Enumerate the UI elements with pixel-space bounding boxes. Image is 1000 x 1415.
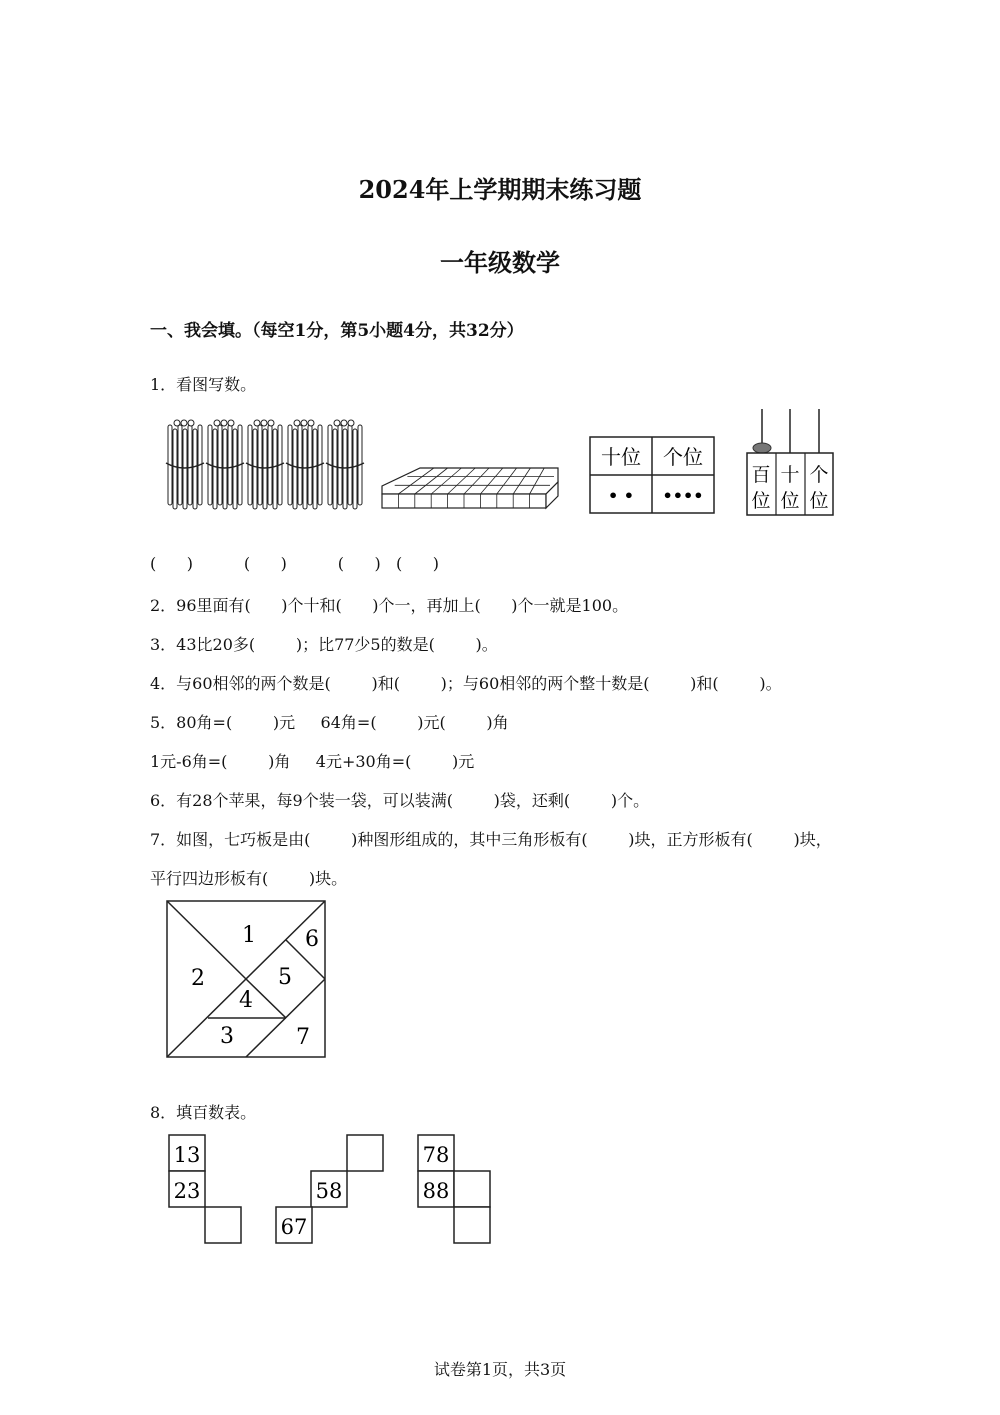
cell-g2-mid: 58 bbox=[315, 1179, 343, 1203]
tangram-label-6: 6 bbox=[305, 927, 319, 952]
stick-top bbox=[268, 420, 274, 426]
question-5-line1: 5．80角=( )元 64角=( )元( )角 bbox=[150, 713, 509, 732]
stick-top bbox=[221, 420, 227, 426]
stick bbox=[303, 429, 307, 509]
stick-bundle bbox=[206, 420, 244, 509]
question-3: 3．43比20多( )；比77少5的数是( )。 bbox=[150, 635, 498, 654]
stick-bundle bbox=[326, 420, 364, 509]
question-1: 1．看图写数。 bbox=[150, 375, 257, 394]
cell-g3-top: 78 bbox=[422, 1143, 450, 1167]
stick-top bbox=[254, 420, 260, 426]
question-7-line2: 平行四边形板有( )块。 bbox=[150, 869, 348, 888]
stick bbox=[268, 425, 272, 505]
stick bbox=[228, 425, 232, 505]
question-2: 2．96里面有( )个十和( )个一，再加上( )个一就是100。 bbox=[150, 596, 629, 615]
stick bbox=[348, 425, 352, 505]
abacus-tens-char1: 十 bbox=[780, 464, 800, 486]
stick-bundles-figure bbox=[162, 415, 374, 515]
abacus-ones-char1: 个 bbox=[809, 464, 829, 486]
page-title: 2024年上学期期末练习题 bbox=[358, 175, 642, 204]
stick-top bbox=[334, 420, 340, 426]
stick bbox=[293, 429, 297, 509]
stick-top bbox=[348, 420, 354, 426]
stick-top bbox=[308, 420, 314, 426]
tangram-label-5: 5 bbox=[278, 965, 292, 990]
stick-top bbox=[174, 420, 180, 426]
tangram-label-1: 1 bbox=[242, 923, 256, 948]
tangram-label-4: 4 bbox=[239, 988, 253, 1013]
cell-g1-mid: 23 bbox=[173, 1179, 201, 1203]
abacus-bead bbox=[753, 443, 771, 453]
question-8: 8．填百数表。 bbox=[150, 1103, 257, 1122]
abacus-hundreds-char1: 百 bbox=[751, 464, 771, 486]
cell-g2-bottom: 67 bbox=[280, 1215, 308, 1239]
cell-g3-mid: 88 bbox=[422, 1179, 450, 1203]
abacus-hundreds-char2: 位 bbox=[751, 490, 771, 512]
stick bbox=[183, 429, 187, 509]
abacus-tens-char2: 位 bbox=[780, 490, 800, 512]
tangram-label-3: 3 bbox=[220, 1024, 234, 1049]
stick bbox=[233, 429, 237, 509]
stick bbox=[213, 429, 217, 509]
stick bbox=[188, 425, 192, 505]
stick bbox=[218, 425, 222, 505]
question-5-line2: 1元-6角=( )角 4元+30角=( )元 bbox=[150, 752, 475, 771]
stick bbox=[343, 429, 347, 509]
ones-label: 个位 bbox=[663, 445, 703, 469]
stick bbox=[333, 429, 337, 509]
stick-top bbox=[294, 420, 300, 426]
section-heading: 一、我会填。（每空1分，第5小题4分，共32分） bbox=[150, 321, 524, 341]
stick-top bbox=[228, 420, 234, 426]
ones-beads: •••• bbox=[662, 486, 704, 505]
question-1-answers: ( ) ( ) ( ) ( ) bbox=[150, 554, 439, 573]
cell-g1-top: 13 bbox=[173, 1143, 201, 1167]
tangram-label-2: 2 bbox=[191, 966, 205, 991]
stick bbox=[253, 429, 257, 509]
stick bbox=[298, 425, 302, 505]
stick bbox=[353, 429, 357, 509]
stick bbox=[223, 429, 227, 509]
question-6: 6．有28个苹果，每9个装一袋，可以装满( )袋，还剩( )个。 bbox=[150, 791, 650, 810]
stick bbox=[313, 429, 317, 509]
stick-top bbox=[261, 420, 267, 426]
stick bbox=[178, 425, 182, 505]
stick bbox=[263, 429, 267, 509]
stick-top bbox=[214, 420, 220, 426]
hundred-flat-figure bbox=[378, 460, 563, 512]
question-7-line1: 7．如图，七巧板是由( )种图形组成的，其中三角形板有( )块，正方形板有( )块， bbox=[150, 830, 832, 849]
tangram-label-7: 7 bbox=[296, 1025, 310, 1050]
tangram-figure bbox=[164, 898, 330, 1060]
stick-top bbox=[301, 420, 307, 426]
stick bbox=[308, 425, 312, 505]
stick-bundle bbox=[166, 420, 204, 509]
hundred-chart-figure bbox=[165, 1133, 495, 1248]
place-value-table bbox=[588, 435, 718, 517]
tens-label: 十位 bbox=[601, 445, 641, 469]
stick bbox=[258, 425, 262, 505]
stick bbox=[173, 429, 177, 509]
tens-beads: • • bbox=[607, 486, 635, 505]
stick bbox=[338, 425, 342, 505]
stick bbox=[273, 429, 277, 509]
stick-bundle bbox=[246, 420, 284, 509]
abacus-ones-char2: 位 bbox=[809, 490, 829, 512]
stick-top bbox=[188, 420, 194, 426]
stick-bundle bbox=[286, 420, 324, 509]
question-4: 4．与60相邻的两个数是( )和( )；与60相邻的两个整十数是( )和( )。 bbox=[150, 674, 782, 693]
page-footer: 试卷第1页，共3页 bbox=[433, 1360, 567, 1379]
stick-top bbox=[341, 420, 347, 426]
stick bbox=[193, 429, 197, 509]
page-subtitle: 一年级数学 bbox=[440, 248, 560, 277]
stick-top bbox=[181, 420, 187, 426]
abacus-figure bbox=[744, 405, 838, 520]
